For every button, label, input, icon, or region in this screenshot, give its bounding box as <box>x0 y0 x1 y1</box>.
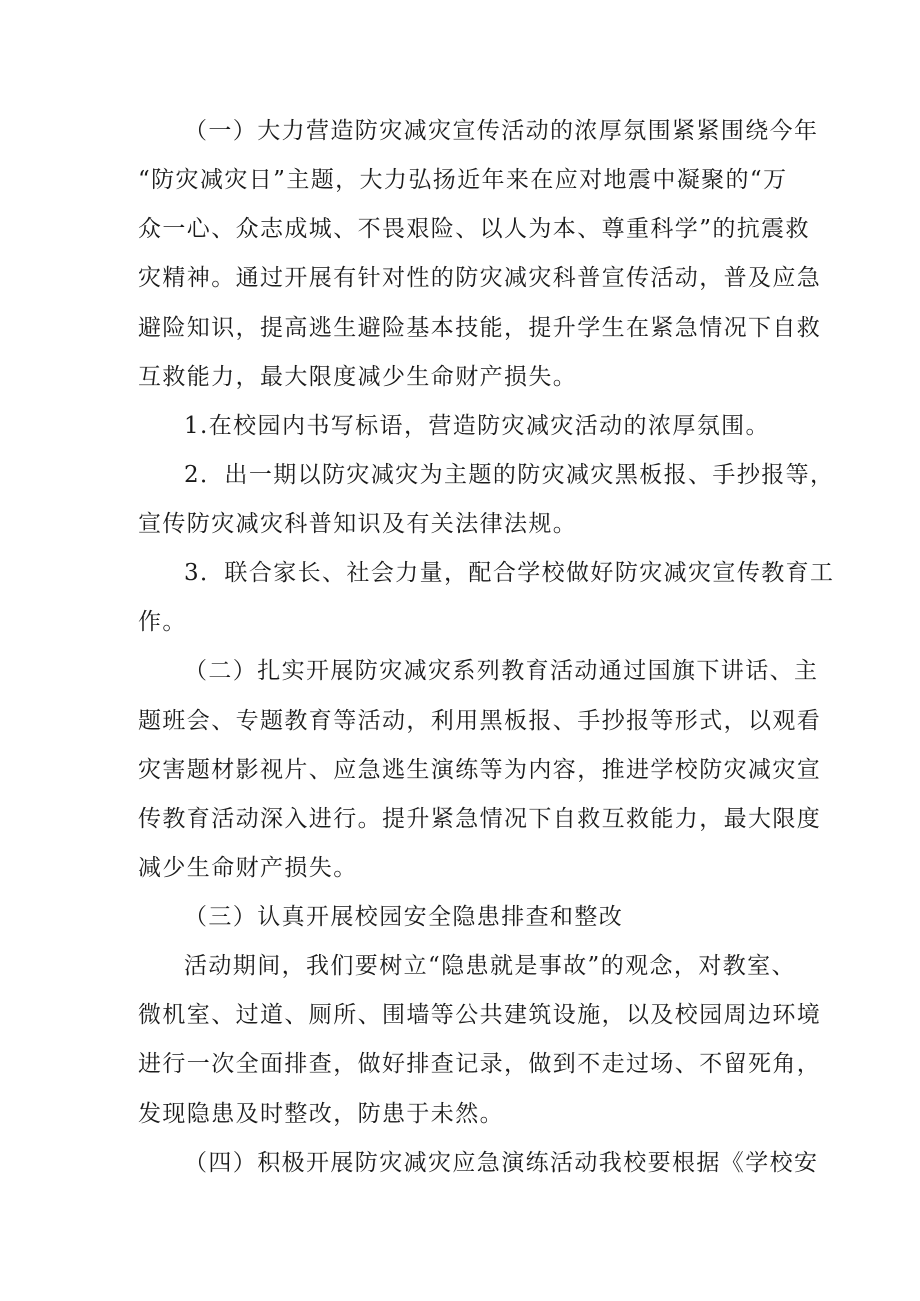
text-line: “防灾减灾日”主题，大力弘扬近年来在应对地震中凝聚的“万 <box>138 167 788 193</box>
text-line: （四）积极开展防灾减灾应急演练活动我校要根据《学校安 <box>184 1150 819 1176</box>
text-line: 避险知识，提高逃生避险基本技能，提升学生在紧急情况下自救 <box>138 315 822 341</box>
text-line: （三）认真开展校园安全隐患排查和整改 <box>184 904 624 930</box>
text-line: 2．出一期以防灾减灾为主题的防灾减灾黑板报、手抄报等， <box>184 462 835 488</box>
text-line: 1.在校园内书写标语，营造防灾减灾活动的浓厚氛围。 <box>184 413 770 439</box>
text-line: 宣传防灾减灾科普知识及有关法律法规。 <box>138 511 578 537</box>
text-line: （二）扎实开展防灾减灾系列教育活动通过国旗下讲话、主 <box>184 658 819 684</box>
text-line: 活动期间，我们要树立“隐患就是事故”的观念，对教室、 <box>184 953 796 979</box>
text-line: 题班会、专题教育等活动，利用黑板报、手抄报等形式，以观看 <box>138 708 822 734</box>
text-line: 微机室、过道、厕所、围墙等公共建筑设施，以及校园周边环境 <box>138 1002 822 1028</box>
text-line: 3．联合家长、社会力量，配合学校做好防灾减灾宣传教育工 <box>184 560 835 586</box>
text-line: 发现隐患及时整改，防患于未然。 <box>138 1101 504 1127</box>
text-line: 减少生命财产损失。 <box>138 855 358 881</box>
text-line: 传教育活动深入进行。提升紧急情况下自救互救能力，最大限度 <box>138 806 822 832</box>
text-line: 众一心、众志成城、不畏艰险、以人为本、尊重科学”的抗震救 <box>138 216 810 242</box>
text-line: 灾精神。通过开展有针对性的防灾减灾科普宣传活动，普及应急 <box>138 265 822 291</box>
text-line: 互救能力，最大限度减少生命财产损失。 <box>138 364 578 390</box>
text-line: 作。 <box>138 609 187 635</box>
text-line: 进行一次全面排查，做好排查记录，做到不走过场、不留死角， <box>138 1051 822 1077</box>
text-line: 灾害题材影视片、应急逃生演练等为内容，推进学校防灾减灾宣 <box>138 757 822 783</box>
text-line: （一）大力营造防灾减灾宣传活动的浓厚氛围紧紧围绕今年 <box>184 118 819 144</box>
